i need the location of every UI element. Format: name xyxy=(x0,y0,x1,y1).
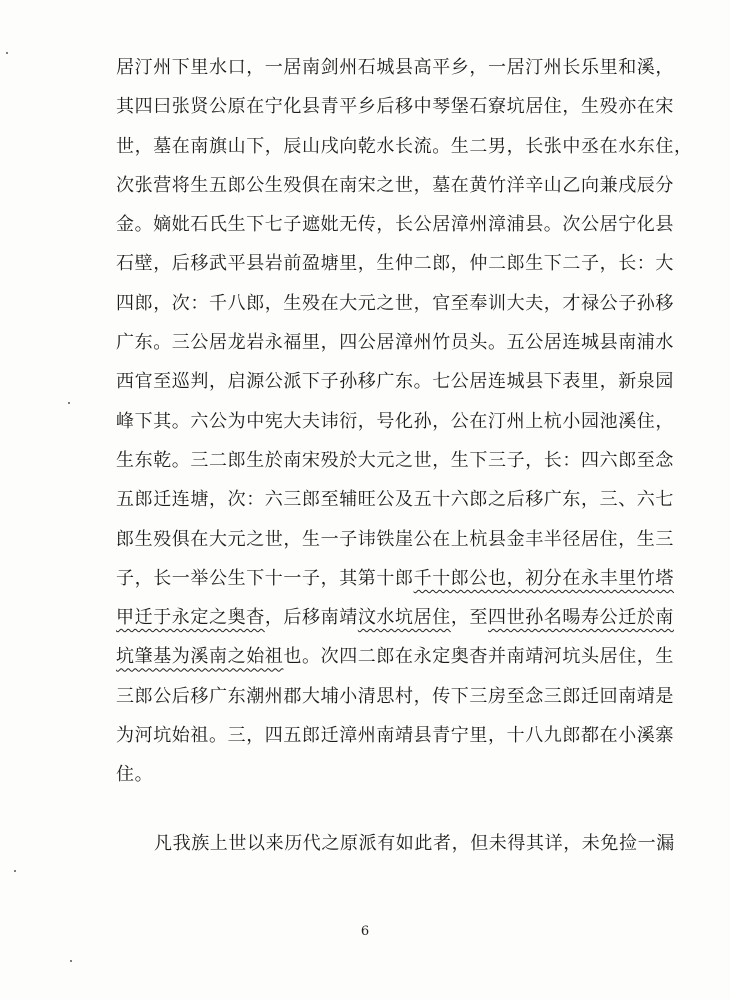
page-number: 6 xyxy=(360,924,370,939)
underlined-segment: 千十郎公也，初分在永丰里竹塔 xyxy=(413,567,675,589)
text-line: 住。 xyxy=(116,764,154,786)
text-segment: 子，长一举公生下十一子，其第十郎 xyxy=(116,567,414,589)
text-line: 世，墓在南旗山下，辰山戌向乾水长流。生二男，长张中丞在水东住， xyxy=(116,135,693,157)
scan-speck xyxy=(70,960,72,962)
text-line: 郎生殁俱在大元之世，生一子讳铁崖公在上杭县金丰半径居住，生三 xyxy=(116,528,674,550)
scan-speck xyxy=(68,402,70,404)
text-line-annotated xyxy=(116,598,675,637)
underlined-segment: 汶水坑居住 xyxy=(357,607,451,629)
text-line: 西官至巡判，启源公派下子孙移广东。七公居连城县下表里，新泉园 xyxy=(116,371,674,393)
text-line-annotated xyxy=(116,559,675,598)
text-segment: 也。次四二郎在永定奥杳并南靖河坑头居住，生 xyxy=(283,646,675,668)
underlined-segment: 四世孙名暘寿公迁於南 xyxy=(488,607,675,629)
text-line: 三郎公后移广东潮州郡大埔小清思村，传下三房至念三郎迁回南靖是 xyxy=(116,685,674,707)
text-line: 五郎迁连塘，次：六三郎至辅旺公及五十六郎之后移广东，三、六七 xyxy=(116,489,674,511)
text-line-annotated xyxy=(116,637,675,676)
text-line: 居汀州下里水口，一居南剑州石城县高平乡，一居汀州长乐里和溪， xyxy=(116,57,674,78)
text-line: 生东乾。三二郎生於南宋殁於大元之世，生下三子，长：四六郎至念 xyxy=(116,449,674,471)
text-line: 次张营将生五郎公生殁俱在南宋之世，墓在黄竹洋辛山乙向兼戌辰分 xyxy=(116,174,674,196)
text-line: 其四曰张贤公原在宁化县青平乡后移中琴堡石寮坑居住，生殁亦在宋 xyxy=(116,96,674,118)
final-paragraph: 凡我族上世以来历代之原派有如此者，但未得其详，未免捡一漏 xyxy=(154,832,675,854)
text-line: 石壁，后移武平县岩前盈塘里，生仲二郎，仲二郎生下二子，长：大 xyxy=(116,253,674,275)
text-line: 四郎，次：千八郎，生殁在大元之世，官至奉训大夫，才禄公子孙移 xyxy=(116,292,674,314)
paragraph-gap xyxy=(116,795,646,824)
text-line: 广东。三公居龙岩永福里，四公居漳州竹员头。五公居连城县南浦水 xyxy=(116,332,674,354)
underlined-segment: 坑肇基为溪南之始祖 xyxy=(116,646,284,668)
text-segment: ，后移南靖 xyxy=(264,607,358,629)
text-line: 为河坑始祖。三，四五郎迁漳州南靖县青宁里，十八九郎都在小溪寨 xyxy=(116,725,674,747)
underlined-segment: 甲迁于永定之奥杳 xyxy=(116,607,265,629)
body-text xyxy=(116,48,693,863)
scan-speck xyxy=(6,52,8,54)
text-segment: ，至 xyxy=(450,607,489,629)
scan-speck xyxy=(14,870,16,872)
text-line: 峰下其。六公为中宪大夫讳衍，号化孙，公在汀州上杭小园池溪住， xyxy=(116,410,674,432)
text-line: 金。嫡妣石氏生下七子遮妣无传，长公居漳州漳浦县。次公居宁化县 xyxy=(116,214,674,236)
